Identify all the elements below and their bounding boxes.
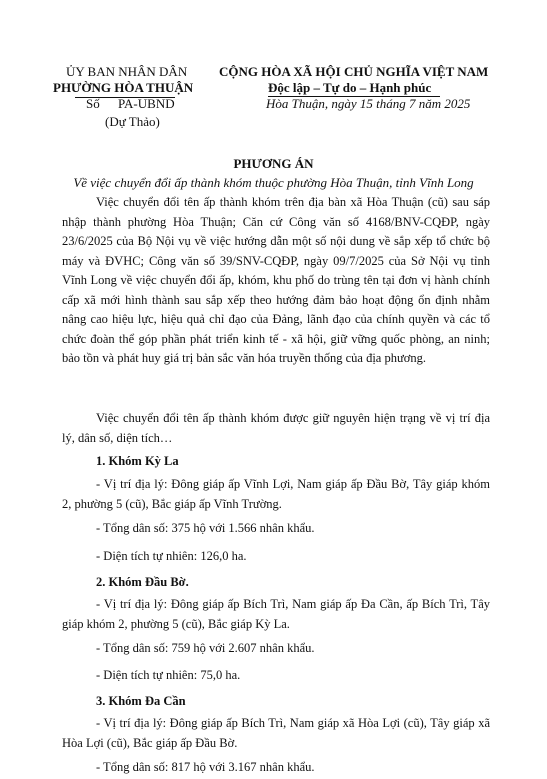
place-date: Hòa Thuận, ngày 15 tháng 7 năm 2025 [266,96,471,111]
section-2-heading: 2. Khóm Đầu Bờ. [96,575,189,589]
section-2-area: - Diện tích tự nhiên: 75,0 ha. [96,668,241,682]
document-subtitle: Về việc chuyển đổi ấp thành khóm thuộc phường Hòa Thuận, tỉnh Vĩnh Long [73,175,474,190]
doc-number-label: Số [86,96,100,111]
intro-paragraph-2: Việc chuyển đổi tên ấp thành khóm được giữ nguyên hiện trạng về vị trí địa lý, dân số, diện tích… [62,411,490,445]
section-3-location: - Vị trí địa lý: Đông giáp ấp Bích Trì, Nam giáp xã Hòa Lợi (cũ), Tây giáp xã Hòa Lợi (cũ), Bắc giáp ấp Đầu Bờ. [62,716,490,750]
section-1-area: - Diện tích tự nhiên: 126,0 ha. [96,549,247,563]
section-1-heading: 1. Khóm Kỳ La [96,454,179,468]
doc-number-code: PA-UBND [118,96,175,111]
issuer-unit: PHƯỜNG HÒA THUẬN [53,80,194,95]
intro-paragraph-1: Việc chuyển đổi tên ấp thành khóm trên địa bàn xã Hòa Thuận (cũ) sau sáp nhập thành phường Hòa Thuận; Căn cứ Công văn số 4168/BNV-CQĐP, ngày 23/6/2025 của Bộ Nội vụ về việc hướng dẫn một số nội dung về sắp xếp tổ chức bộ máy và ĐVHC; Công văn số 39/SNV-CQĐP, ngày 09/7/2025 của Sở Nội vụ tỉnh Vĩnh Long về việc chuyển đổi ấp, khóm, khu phố do trùng tên tại đơn vị hành chính cấp xã mới hình thành sau sắp xếp theo hướng đảm bảo hoạt động ổn định nhằm nâng cao hiệu lực, hiệu quả chỉ đạo của Đảng, lãnh đạo của chính quyền và các tổ chức đoàn thể góp phần phát triển kinh tế - xã hội, giữ vững quốc phòng, an ninh; bảo tồn và phát huy giá trị bản sắc văn hóa truyền thống của địa phương. [62,195,490,365]
document-title: PHƯƠNG ÁN [233,156,314,171]
section-1-location: - Vị trí địa lý: Đông giáp ấp Vĩnh Lợi, Nam giáp ấp Đầu Bờ, Tây giáp khóm 2, phường 5 (cũ), Bắc giáp ấp Vĩnh Trường. [62,477,490,511]
draft-label: (Dự Thảo) [105,114,160,129]
section-2-population: - Tổng dân số: 759 hộ với 2.607 nhân khẩu. [96,641,315,655]
section-3-population: - Tổng dân số: 817 hộ với 3.167 nhân khẩu. [96,760,315,774]
section-3-heading: 3. Khóm Đa Cần [96,694,186,708]
issuer-name: ỦY BAN NHÂN DÂN [66,64,188,79]
section-2-location: - Vị trí địa lý: Đông giáp ấp Bích Trì, Nam giáp ấp Đa Cần, ấp Bích Trì, Tây giáp khóm 2, phường 5 (cũ), Bắc giáp Kỳ La. [62,597,490,631]
national-motto: Độc lập – Tự do – Hạnh phúc [268,80,432,95]
section-1-population: - Tổng dân số: 375 hộ với 1.566 nhân khẩu. [96,521,315,535]
national-title: CỘNG HÒA XÃ HỘI CHỦ NGHĨA VIỆT NAM [219,64,489,79]
